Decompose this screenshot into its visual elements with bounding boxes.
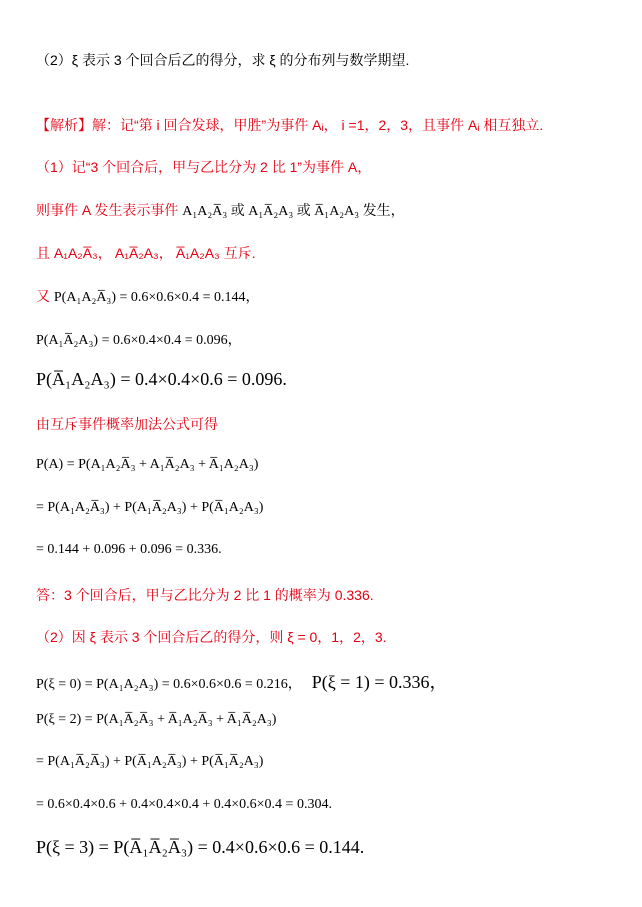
part-1-intro: （1）记“3 个回合后，甲与乙比分为 2 比 1”为事件 A， [36,159,372,175]
event-description [36,200,405,220]
probability-line-1 [36,286,260,306]
probability-prefix: 又 [36,288,50,304]
part-2-intro: （2）因 ξ 表示 3 个回合后乙的得分，则 ξ = 0，1，2，3. [36,629,387,645]
question-part-2: （2）ξ 表示 3 个回合后乙的得分，求 ξ 的分布列与数学期望. [36,52,410,68]
addition-rule-text: 由互斥事件概率加法公式可得 [36,416,218,432]
answer-part-1: 答：3 个回合后，甲与乙比分为 2 比 1 的概率为 0.336. [36,587,374,603]
xi-2-line-2: = P(A₁A̅₂A̅₃) + P(A̅₁A₂A̅₃) + P(A̅₁A̅₂A₃) [36,754,264,769]
xi-3-line: P(ξ = 3) = P(A̅₁A̅₂A̅₃) = 0.4×0.6×0.6 = 0.144. [36,837,365,857]
xi-0-and-1-line [36,668,448,694]
probability-expr-1: P(A₁A₂A̅₃) = 0.6×0.6×0.4 = 0.144， [53,290,260,305]
analysis-header: 【解析】解：记“第 i 回合发球，甲胜”为事件 Aᵢ， i =1，2，3，且事件 Aᵢ 相互独立. [36,117,544,133]
event-prefix: 则事件 A 发生表示事件 [36,202,179,218]
probability-line-2: P(A₁A̅₂A₃) = 0.6×0.4×0.4 = 0.096， [36,333,242,348]
mutually-exclusive-statement: 且 A₁A₂A̅₃， A₁A̅₂A₃， A̅₁A₂A₃ 互斥. [36,245,256,261]
xi-1-expression: P(ξ = 1) = 0.336， [311,672,448,692]
sum-line-2: = P(A₁A₂A̅₃) + P(A₁A̅₂A₃) + P(A̅₁A₂A₃) [36,500,264,515]
event-expression: A₁A₂A̅₃ 或 A₁A̅₂A₃ 或 A̅₁A₂A₃ 发生， [182,204,405,219]
probability-line-3: P(A̅₁A₂A₃) = 0.4×0.4×0.6 = 0.096. [36,369,287,389]
sum-line-3: = 0.144 + 0.096 + 0.096 = 0.336. [36,542,222,557]
xi-0-expression: P(ξ = 0) = P(A₁A₂A₃) = 0.6×0.6×0.6 = 0.216， [36,677,302,692]
xi-2-line-1: P(ξ = 2) = P(A₁A̅₂A̅₃ + A̅₁A₂A̅₃ + A̅₁A̅₂A₃) [36,712,277,727]
xi-2-line-3: = 0.6×0.4×0.6 + 0.4×0.4×0.4 + 0.4×0.6×0.4 = 0.304. [36,797,332,812]
sum-line-1: P(A) = P(A₁A₂A̅₃ + A₁A̅₂A₃ + A̅₁A₂A₃) [36,457,259,472]
